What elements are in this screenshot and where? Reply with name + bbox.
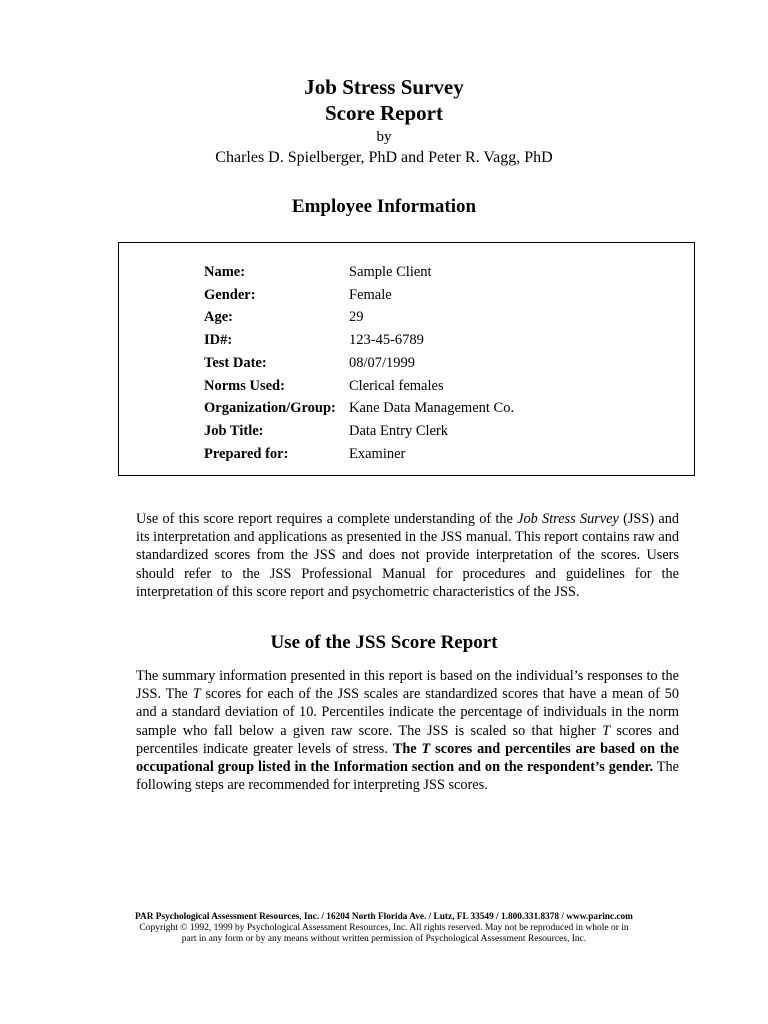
report-title: Job Stress Survey: [304, 75, 464, 99]
summary-paragraph: [136, 667, 679, 794]
info-row: [204, 306, 514, 329]
t-bold-italic: T: [421, 740, 431, 757]
intro-paragraph: [136, 510, 679, 601]
info-value: 123-45-6789: [349, 332, 424, 349]
info-label: Job Title:: [204, 422, 264, 439]
employee-info-table: [204, 261, 514, 465]
info-value: Sample Client: [349, 264, 432, 280]
report-subtitle: Score Report: [325, 101, 443, 125]
info-row: [204, 352, 514, 375]
info-label: Age:: [204, 309, 233, 326]
info-row: [204, 375, 514, 398]
page-footer: [0, 912, 768, 945]
bold-text-1: The: [392, 740, 422, 757]
employee-info-heading: Employee Information: [291, 196, 477, 217]
info-row: [204, 329, 514, 352]
intro-text-2: (JSS) and its interpretation and applications as presented in the JSS manual. This report contains raw and standardized scores from the JSS and does not provide interpretation of the scores. Users should refer to the JSS Professional Manual for procedures and guidelines for the interpretation of this score report and psychometric characteristics of the JSS.: [136, 511, 679, 600]
intro-text-1: Use of this score report requires a complete understanding of the: [136, 511, 518, 527]
info-value: Kane Data Management Co.: [349, 400, 515, 417]
employee-info-box: [118, 242, 695, 476]
t-italic-2: T: [602, 722, 611, 739]
info-label: Gender:: [204, 286, 256, 303]
info-value: 29: [349, 309, 364, 326]
use-report-heading: Use of the JSS Score Report: [270, 632, 498, 653]
info-row: [204, 284, 514, 307]
summary-text-3: scores and percentiles indicate greater levels of stress.: [136, 722, 679, 757]
info-value: Female: [349, 286, 392, 303]
report-header: [0, 74, 768, 168]
info-label: Norms Used:: [204, 377, 285, 394]
info-row: [204, 261, 514, 284]
jss-title-italic: Job Stress Survey: [517, 511, 619, 527]
bold-text-2: scores and percentiles are based on the occupational group listed in the Information section and on the respondent’s gender.: [136, 740, 679, 776]
info-row: [204, 420, 514, 443]
summary-text-2: scores for each of the JSS scales are standardized scores that have a mean of 50 and a standard deviation of 10. Percentiles indicate the percentage of individuals in the norm sample who fall below a given raw score. The JSS is scaled so that higher: [136, 686, 679, 739]
footer-publisher: PAR Psychological Assessment Resources, Inc. / 16204 North Florida Ave. / Lutz, FL 33549 / 1.800.331.8378 / www.parinc.com: [135, 912, 633, 922]
info-label: ID#:: [204, 332, 233, 349]
footer-copyright-2: part in any form or by any means without written permission of Psychological Assessment Resources, Inc.: [181, 934, 587, 944]
info-label: Test Date:: [204, 354, 267, 371]
info-label: Prepared for:: [204, 445, 289, 462]
info-label: Organization/Group:: [204, 400, 336, 417]
info-value: Clerical females: [349, 377, 444, 394]
info-value: 08/07/1999: [349, 354, 416, 371]
info-value: Data Entry Clerk: [349, 422, 449, 439]
footer-copyright-1: Copyright © 1992, 1999 by Psychological Assessment Resources, Inc. All rights reserved. May not be reproduced in whole or in: [139, 923, 629, 933]
info-label: Name:: [204, 264, 246, 280]
authors: Charles D. Spielberger, PhD and Peter R. Vagg, PhD: [215, 149, 553, 166]
info-row: [204, 443, 514, 466]
info-value: Examiner: [349, 445, 406, 462]
summary-text-1: The summary information presented in this report is based on the individual’s responses to the JSS. The: [136, 668, 679, 703]
info-row: [204, 397, 514, 420]
t-italic-1: T: [192, 686, 201, 703]
by-line: by: [376, 129, 392, 145]
summary-text-4: The following steps are recommended for interpreting JSS scores.: [136, 759, 679, 794]
